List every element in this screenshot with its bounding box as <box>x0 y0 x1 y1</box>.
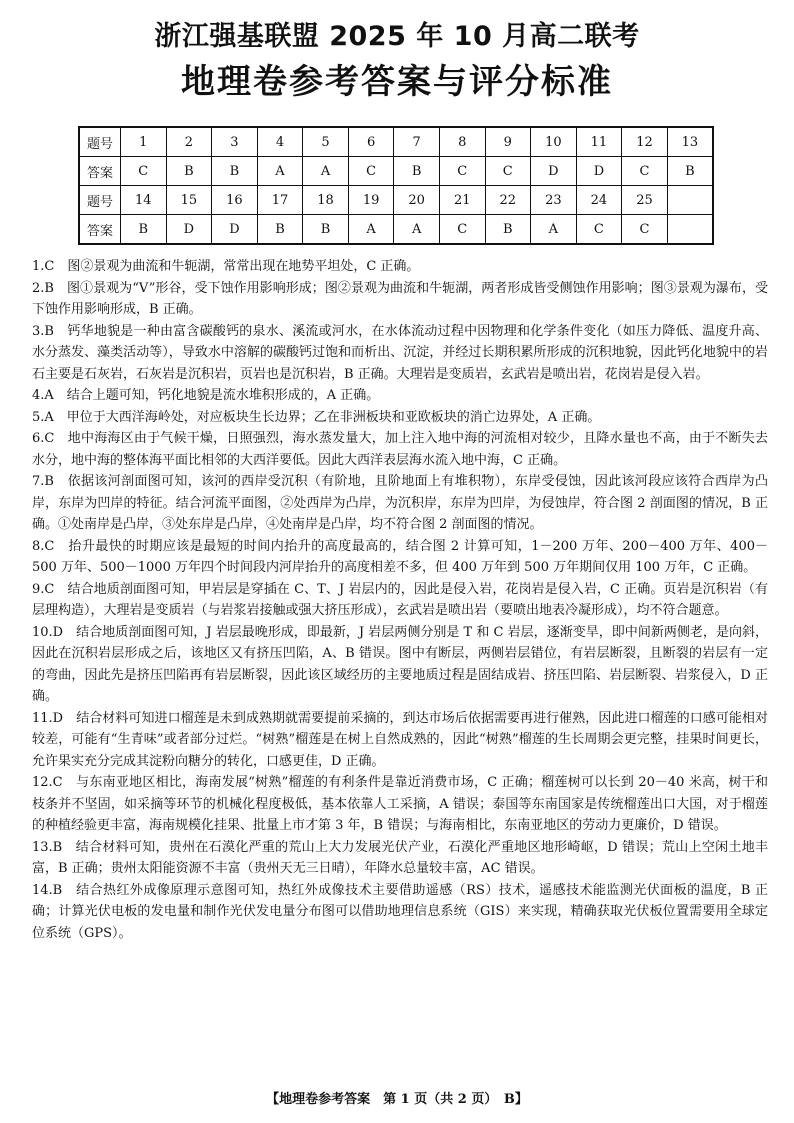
table-row <box>79 157 713 186</box>
table-row <box>79 186 713 215</box>
row-label: 答案 <box>79 157 121 186</box>
question-number: 25 <box>622 186 668 215</box>
explanation-item: 2.B 图①景观为“V”形谷，受下蚀作用影响形成；图②景观为曲流和牛轭湖，两者形成皆受侧蚀作用影响；图③景观为瀑布，受下蚀作用影响形成，B 正确。 <box>32 280 768 317</box>
explanation-item: 7.B 依据该河剖面图可知，该河的西岸受沉积（有阶地，且阶地面上有堆积物），东岸受侵蚀，因此该河段应该符合西岸为凸岸，东岸为凹岸的特征。结合河流平面图，②处西岸为凸岸，为沉积岸，东岸为凹岸，为侵蚀岸，符合图 2 剖面图的情况，B 正确。①处南岸是凸岸，③处东岸是凸岸，④处南岸是凸岸，均不符合图 2 剖面图的情况。 <box>32 474 768 532</box>
row-label: 题号 <box>79 186 121 215</box>
answer-cell: A <box>531 215 577 245</box>
answer-cell: A <box>394 215 440 245</box>
explanation-item: 4.A 结合上题可知，钙化地貌是流水堆积形成的，A 正确。 <box>32 388 380 403</box>
empty-cell <box>667 215 713 245</box>
answer-table <box>78 126 714 245</box>
explanation-item: 5.A 甲位于大西洋海岭处，对应板块生长边界；乙在非洲板块和亚欧板块的消亡边界处，A 正确。 <box>32 409 601 425</box>
explanation-item: 13.B 结合材料可知，贵州在石漠化严重的荒山上大力发展光伏产业，石漠化严重地区地形崎岖，D 错误；荒山上空闲土地丰富，B 正确；贵州太阳能资源不丰富（贵州天无三日晴），年降水总量较丰富，AC 错误。 <box>32 839 768 876</box>
question-number: 6 <box>348 127 394 157</box>
question-number: 5 <box>303 127 349 157</box>
question-number: 21 <box>439 186 485 215</box>
answer-cell: A <box>257 157 303 186</box>
answer-cell: B <box>121 215 167 245</box>
question-number: 24 <box>576 186 622 215</box>
row-label: 题号 <box>79 127 121 157</box>
answer-cell: C <box>622 215 668 245</box>
explanation-item: 9.C 结合地质剖面图可知，甲岩层是穿插在 C、T、J 岩层内的，因此是侵入岩，花岗岩是侵入岩，C 正确。页岩是沉积岩（有层理构造），大理岩是变质岩（与岩浆岩接触或强大挤压形成），玄武岩是喷出岩（要喷出地表冷凝形成），均不符合题意。 <box>32 581 768 618</box>
answer-cell: C <box>439 157 485 186</box>
answer-cell: A <box>303 157 349 186</box>
answer-cell: B <box>212 157 258 186</box>
question-number: 13 <box>667 127 713 157</box>
document-title: 地理卷参考答案与评分标准 <box>181 62 613 102</box>
explanation-item: 11.D 结合材料可知进口榴莲是未到成熟期就需要提前采摘的，到达市场后依据需要再进行催熟，因此进口榴莲的口感可能相对较差，可能有“生青味”或者部分过烂。“树熟”榴莲是在树上自然成熟的，因此“树熟”榴莲的生长周期会更完整，挂果时间更长，允许果实充分完成其淀粉向糖分的转化，口感更佳，D 正确。 <box>32 710 768 769</box>
answer-cell: D <box>531 157 577 186</box>
empty-cell <box>667 186 713 215</box>
answer-cell: B <box>394 157 440 186</box>
answer-cell: B <box>485 215 531 245</box>
answer-cell: A <box>348 215 394 245</box>
table-row <box>79 215 713 245</box>
question-number: 16 <box>212 186 258 215</box>
answer-cell: C <box>121 157 167 186</box>
question-number: 18 <box>303 186 349 215</box>
table-row <box>79 127 713 157</box>
answer-cell: D <box>212 215 258 245</box>
answer-cell: C <box>485 157 531 186</box>
answer-cell: D <box>166 215 212 245</box>
row-label: 答案 <box>79 215 121 245</box>
question-number: 7 <box>394 127 440 157</box>
exam-title: 浙江强基联盟 2025 年 10 月高二联考 <box>154 21 640 52</box>
question-number: 2 <box>166 127 212 157</box>
question-number: 14 <box>121 186 167 215</box>
answer-cell: D <box>576 157 622 186</box>
answer-cell: C <box>439 215 485 245</box>
answer-cell: C <box>622 157 668 186</box>
answer-cell: C <box>576 215 622 245</box>
question-number: 1 <box>121 127 167 157</box>
page-footer: 【地理卷参考答案 第 1 页（共 2 页） B】 <box>266 1092 528 1107</box>
answer-cell: B <box>257 215 303 245</box>
question-number: 15 <box>166 186 212 215</box>
question-number: 10 <box>531 127 577 157</box>
question-number: 4 <box>257 127 303 157</box>
explanation-item: 8.C 抬升最快的时期应该是最短的时间内抬升的高度最高的，结合图 2 计算可知，1－200 万年、200－400 万年、400－500 万年、500－1000 万年四个时间段内河岸抬升的高度相差不多，但 400 万年到 500 万年期间仅用 100 万年，C 正确。 <box>32 538 768 575</box>
question-number: 9 <box>485 127 531 157</box>
answer-cell: C <box>348 157 394 186</box>
explanation-item: 12.C 与东南亚地区相比，海南发展“树熟”榴莲的有利条件是靠近消费市场，C 正确；榴莲树可以长到 20－40 米高，树干和枝条并不坚固，如采摘等环节的机械化程度极低，基本依靠人工采摘，A 错误；泰国等东南国家是传统榴莲出口大国，对于榴莲的种植经验更丰富，海南规模化挂果、批量上市才第 3 年，B 错误；与海南相比，东南亚地区的劳动力更廉价，D 错误。 <box>32 775 768 833</box>
answer-cell: B <box>303 215 349 245</box>
explanation-item: 14.B 结合热红外成像原理示意图可知，热红外成像技术主要借助遥感（RS）技术，遥感技术能监测光伏面板的温度，B 正确；计算光伏电板的发电量和制作光伏发电量分布图可以借助地理信息系统（GIS）来实现，精确获取光伏板位置需要用全球定位系统（GPS）。 <box>32 882 768 941</box>
explanation-list <box>32 256 768 944</box>
answer-cell: B <box>667 157 713 186</box>
explanation-item: 6.C 地中海海区由于气候干燥，日照强烈，海水蒸发量大，加上注入地中海的河流相对较少，且降水量也不高，由于不断失去水分，地中海的整体海平面比相邻的大西洋要低。因此大西洋表层海水流入地中海，C 正确。 <box>32 431 768 468</box>
question-number: 19 <box>348 186 394 215</box>
question-number: 23 <box>531 186 577 215</box>
question-number: 22 <box>485 186 531 215</box>
question-number: 8 <box>439 127 485 157</box>
question-number: 12 <box>622 127 668 157</box>
explanation-item: 10.D 结合地质剖面图可知，J 岩层最晚形成，即最新，J 岩层两侧分别是 T 和 C 岩层，逐渐变旱，即中间新两侧老，是向斜，因此在沉积岩层形成之后，该地区又有挤压凹陷，A、B 错误。图中有断层，两侧岩层错位，有岩层断裂，且断裂的岩层有一定的弯曲，因此先是挤压凹陷再有岩层断裂，因此该区域经历的主要地质过程是固结成岩、挤压凹陷、岩层断裂、岩浆侵入，D 正确。 <box>32 624 768 704</box>
question-number: 17 <box>257 186 303 215</box>
question-number: 11 <box>576 127 622 157</box>
explanation-item: 1.C 图②景观为曲流和牛轭湖，常常出现在地势平坦处，C 正确。 <box>32 259 420 274</box>
explanation-item: 3.B 钙华地貌是一种由富含碳酸钙的泉水、溪流或河水，在水体流动过程中因物理和化学条件变化（如压力降低、温度升高、水分蒸发、藻类活动等），导致水中溶解的碳酸钙过饱和而析出、沉淀，并经过长期积累所形成的沉积地貌，因此钙化地貌中的岩石主要是石灰岩，石灰岩是沉积岩，页岩也是沉积岩，B 正确。大理岩是变质岩，玄武岩是喷出岩，花岗岩是侵入岩。 <box>32 323 768 382</box>
question-number: 3 <box>212 127 258 157</box>
question-number: 20 <box>394 186 440 215</box>
answer-cell: B <box>166 157 212 186</box>
